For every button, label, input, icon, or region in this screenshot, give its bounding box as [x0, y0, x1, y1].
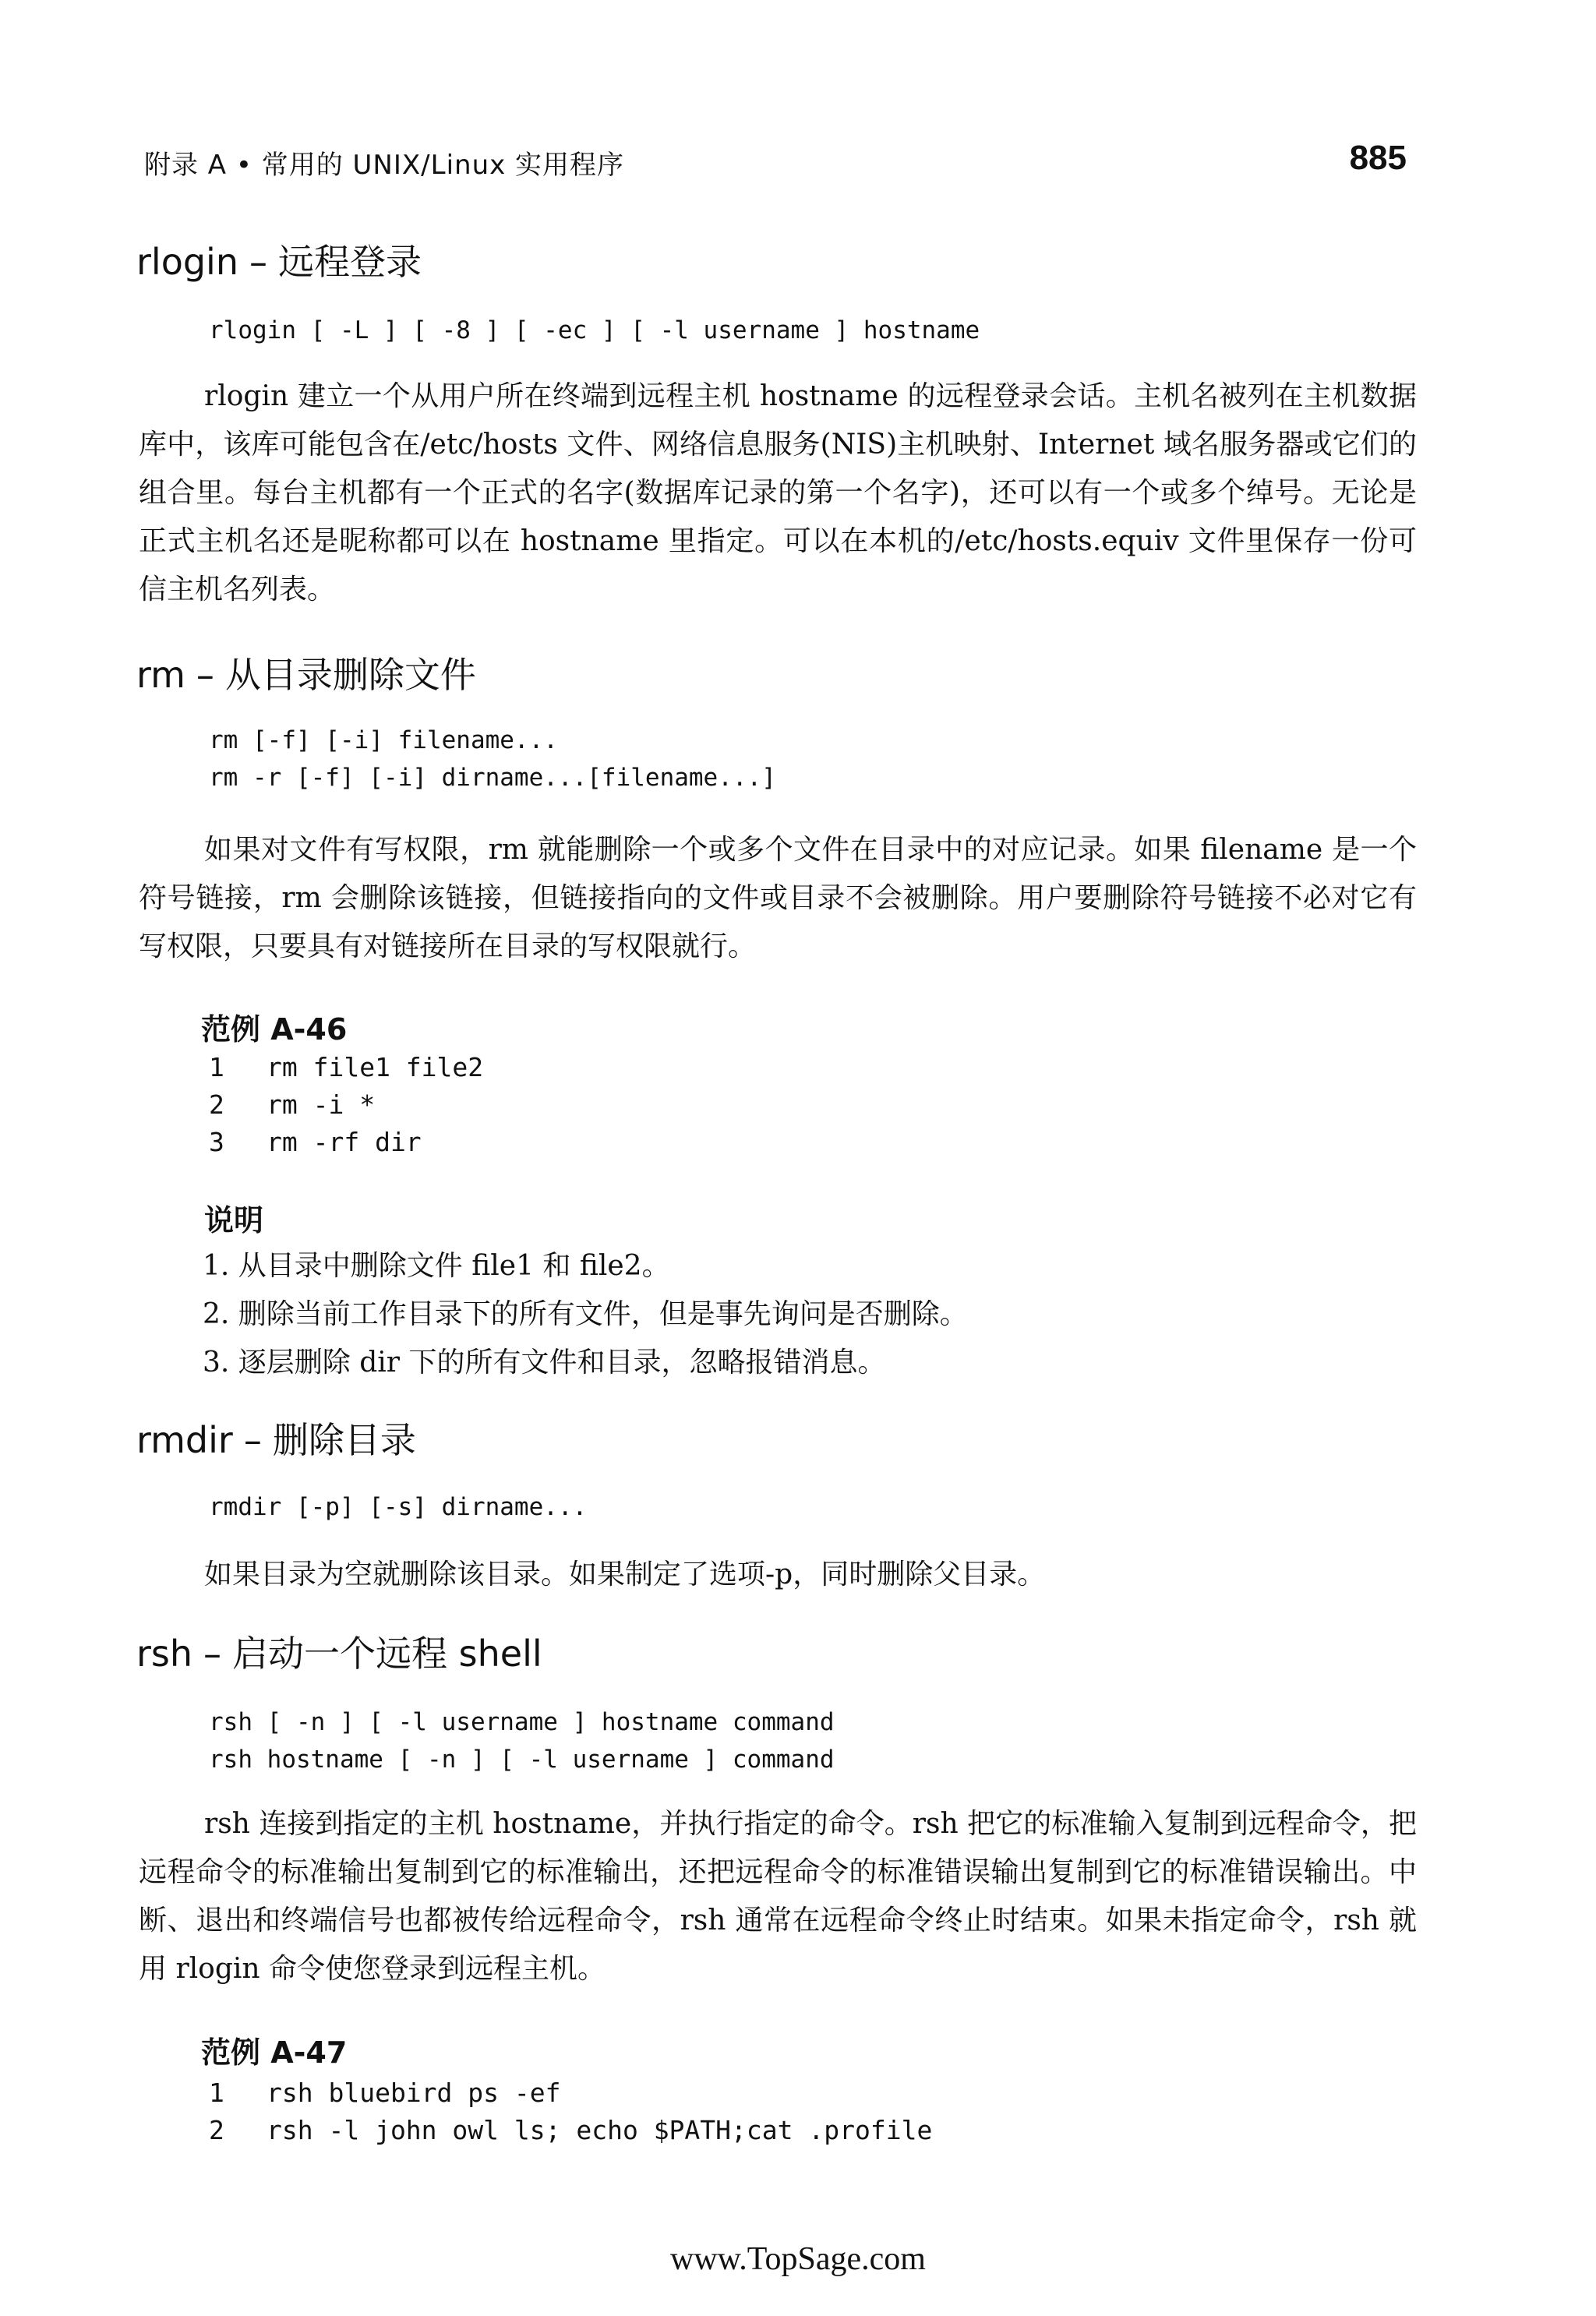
note-item: 2. 删除当前工作目录下的所有文件，但是事先询问是否删除。: [203, 1298, 968, 1330]
example-a47-code: [209, 2074, 932, 2149]
section-dash: –: [249, 241, 267, 283]
page-number: 885: [1349, 139, 1407, 177]
rm-synopsis: rm [-f] [-i] filename... rm -r [-f] [-i] dirname...[filename...]: [209, 726, 776, 792]
section-command: rlogin: [136, 241, 238, 283]
section-command: rm: [136, 654, 185, 696]
notes-list: [203, 1242, 968, 1387]
rmdir-description: 如果目录为空就删除该目录。如果制定了选项-p，同时删除父目录。: [204, 1559, 1046, 1590]
section-heading-rsh: [136, 1626, 542, 1677]
section-title: 从目录删除文件: [224, 654, 476, 696]
section-dash: –: [243, 1419, 262, 1461]
section-heading-rlogin: [136, 234, 422, 285]
example-line: [209, 1049, 483, 1086]
line-code: rm -rf dir: [267, 1127, 422, 1157]
notes-label: 说明: [204, 1203, 264, 1237]
section-heading-rmdir: [136, 1412, 416, 1463]
section-title: 启动一个远程 shell: [232, 1633, 542, 1675]
line-code: rsh bluebird ps -ef: [267, 2078, 561, 2108]
example-line: [209, 2074, 932, 2112]
example-label-a46: 范例 A-46: [201, 1012, 348, 1047]
example-line: [209, 1086, 483, 1124]
section-title: 删除目录: [272, 1419, 416, 1461]
rm-description: 如果对文件有写权限，rm 就能删除一个或多个文件在目录中的对应记录。如果 filename 是一个符号链接，rm 会删除该链接，但链接指向的文件或目录不会被删除。用户要删除符号链接不必对它有写权限，只要具有对链接所在目录的写权限就行。: [139, 834, 1417, 962]
line-number: 3: [209, 1127, 224, 1157]
rlogin-description: rlogin 建立一个从用户所在终端到远程主机 hostname 的远程登录会话。主机名被列在主机数据库中，该库可能包含在/etc/hosts 文件、网络信息服务(NIS)主机映射、Internet 域名服务器或它们的组合里。每台主机都有一个正式的名字(数据库记录的第一个名字)，还可以有一个或多个绰号。无论是正式主机名还是昵称都可以在 hostname 里指定。可以在本机的/etc/hosts.equiv 文件里保存一份可信主机名列表。: [139, 380, 1417, 605]
section-dash: –: [203, 1633, 222, 1675]
section-command: rsh: [136, 1633, 193, 1675]
line-code: rm file1 file2: [267, 1052, 484, 1082]
line-code: rm -i *: [267, 1089, 376, 1120]
section-command: rmdir: [136, 1419, 233, 1461]
section-title: 远程登录: [277, 241, 422, 283]
example-line: [209, 1124, 483, 1161]
note-item: 1. 从目录中删除文件 file1 和 file2。: [203, 1250, 670, 1282]
rsh-description: rsh 连接到指定的主机 hostname，并执行指定的命令。rsh 把它的标准输入复制到远程命令，把远程命令的标准输出复制到它的标准输出，还把远程命令的标准错误输出复制到它的标准错误输出。中断、退出和终端信号也都被传给远程命令，rsh 通常在远程命令终止时结束。如果未指定命令，rsh 就用 rlogin 命令使您登录到远程主机。: [139, 1808, 1417, 1985]
footer-url: www.TopSage.com: [670, 2241, 926, 2277]
line-number: 1: [209, 1052, 224, 1082]
line-number: 2: [209, 2115, 224, 2145]
line-number: 2: [209, 1089, 224, 1120]
section-heading-rm: [136, 647, 476, 698]
rlogin-synopsis: rlogin [ -L ] [ -8 ] [ -ec ] [ -l username ] hostname: [209, 316, 980, 344]
running-header: [144, 139, 1407, 185]
example-label-a47: 范例 A-47: [201, 2035, 348, 2070]
rsh-synopsis: rsh [ -n ] [ -l username ] hostname command rsh hostname [ -n ] [ -l username ] command: [209, 1708, 835, 1774]
note-item: 3. 逐层删除 dir 下的所有文件和目录，忽略报错消息。: [203, 1347, 886, 1379]
line-code: rsh -l john owl ls; echo $PATH;cat .profile: [267, 2115, 933, 2145]
running-title: 附录 A • 常用的 UNIX/Linux 实用程序: [144, 150, 625, 181]
example-line: [209, 2112, 932, 2149]
rmdir-synopsis: rmdir [-p] [-s] dirname...: [209, 1493, 588, 1521]
line-number: 1: [209, 2078, 224, 2108]
example-a46-code: [209, 1049, 483, 1161]
section-dash: –: [196, 654, 214, 696]
